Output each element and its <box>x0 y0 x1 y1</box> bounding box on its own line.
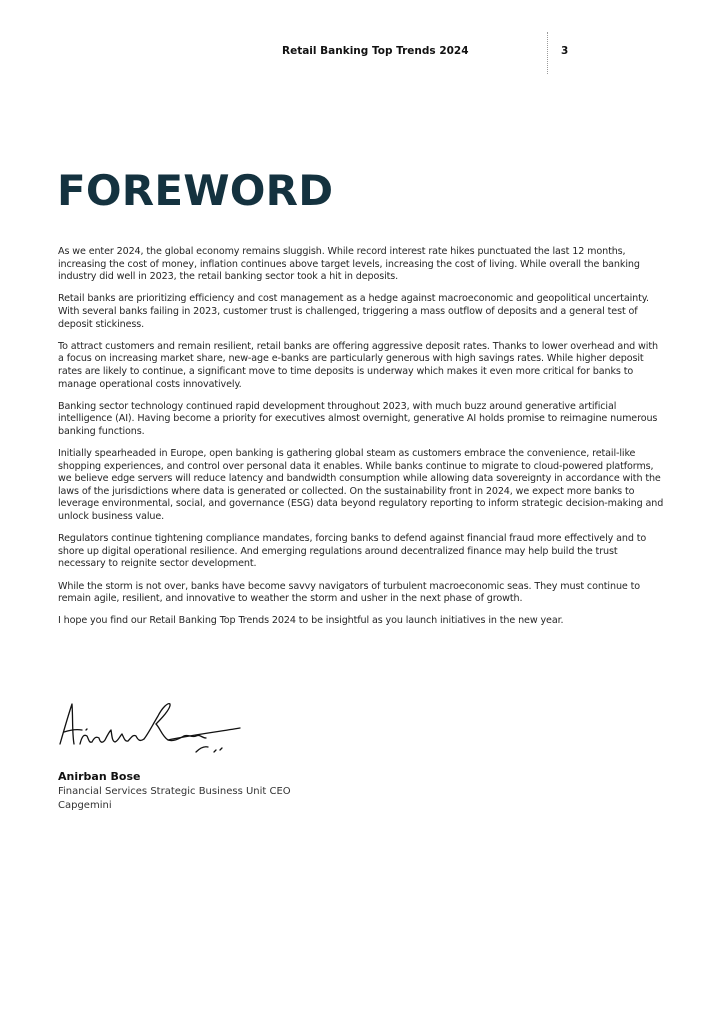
paragraph-5: Initially spearheaded in Europe, open banking is gathering global steam as customers embrace the convenience, retail-like shopping experiences, and control over personal data it enables. While banks continue to migrate to cloud-powered platforms, we believe edge servers will reduce latency and bandwidth consumption while allowing data sovereignty in accordance with the laws of the jurisdictions where data is generated or collected. On the sustainability front in 2024, we expect more banks to leverage environmental, social, and governance (ESG) data beyond regulatory reporting to inform strategic decision-making and unlock business value. <box>58 448 664 523</box>
signatory-name: Anirban Bose <box>58 770 141 783</box>
paragraph-1: As we enter 2024, the global economy remains sluggish. While record interest rate hikes punctuated the last 12 months, increasing the cost of money, inflation continues above target levels, increasing the cost of living. While overall the banking industry did well in 2023, the retail banking sector took a hit in deposits. <box>58 246 640 283</box>
paragraph-7: While the storm is not over, banks have become savvy navigators of turbulent macroeconomic seas. They must continue to remain agile, resilient, and innovative to weather the storm and usher in the next phase of growth. <box>58 580 641 605</box>
paragraph-2: Retail banks are prioritizing efficiency and cost management as a hedge against macroeconomic and geopolitical uncertainty. With several banks failing in 2023, customer trust is challenged, triggering a mass outflow of deposits and a general test of deposit stickiness. <box>58 293 649 330</box>
signatory-company: Capgemini <box>58 800 112 811</box>
paragraph-4: Banking sector technology continued rapid development throughout 2023, with much buzz around generative artificial intelligence (AI). Having become a priority for executives almost overnight, generative AI holds promise to reimagine numerous banking functions. <box>58 400 658 437</box>
foreword-body <box>58 246 666 638</box>
paragraph-3: To attract customers and remain resilient, retail banks are offering aggressive deposit rates. Thanks to lower overhead and with a focus on increasing market share, new-age e-banks are particularly generous with high savings rates. While higher deposit rates are likely to continue, a significant move to time deposits is underway which makes it even more critical for banks to manage operational costs innovatively. <box>58 340 658 390</box>
page-number: 3 <box>561 45 569 57</box>
signatory-role: Financial Services Strategic Business Unit CEO <box>58 786 291 797</box>
header-divider <box>547 32 548 74</box>
header-title: Retail Banking Top Trends 2024 <box>282 45 469 57</box>
page-title: FOREWORD <box>57 166 334 215</box>
handwritten-signature <box>56 694 246 758</box>
paragraph-6: Regulators continue tightening compliance mandates, forcing banks to defend against financial fraud more effectively and to shore up digital operational resilience. And emerging regulations around decentralized finance may help build the trust necessary to reignite sector development. <box>58 533 647 570</box>
paragraph-8: I hope you find our Retail Banking Top Trends 2024 to be insightful as you launch initiatives in the new year. <box>58 615 564 627</box>
